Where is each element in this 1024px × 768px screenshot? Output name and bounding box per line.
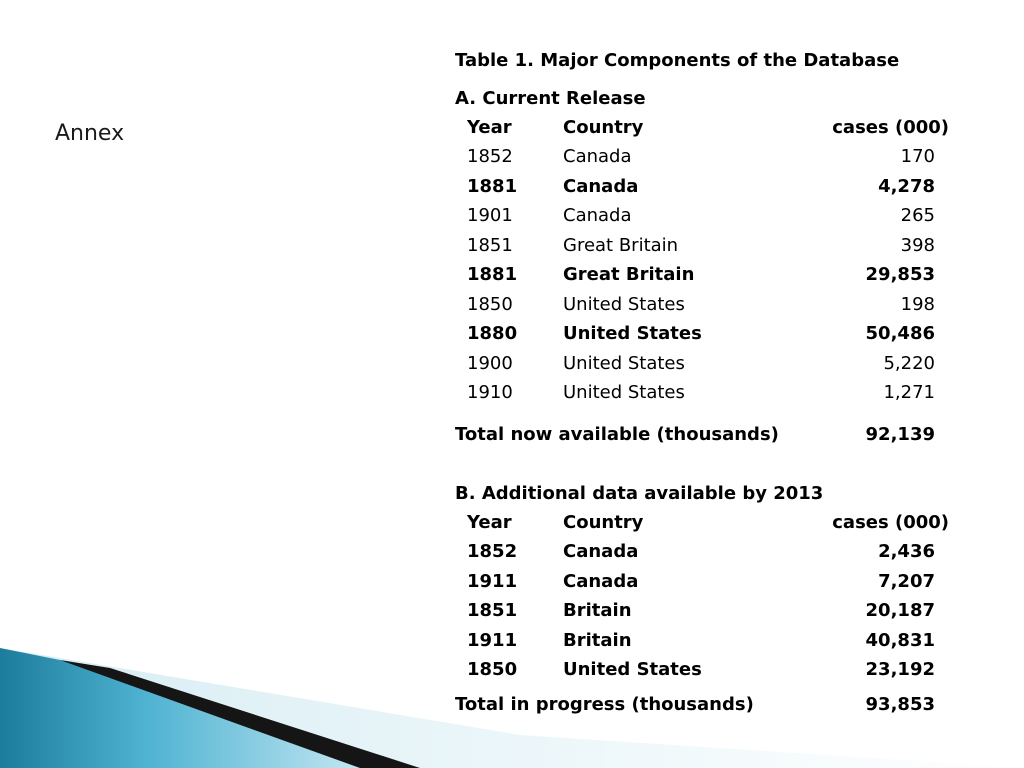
cell-cases: 265 <box>900 205 935 226</box>
table-row <box>455 353 955 379</box>
cell-country: Great Britain <box>563 264 695 285</box>
header-country: Country <box>563 512 644 533</box>
cell-year: 1911 <box>467 570 518 592</box>
cell-country: Great Britain <box>563 234 679 256</box>
section-a-heading: A. Current Release <box>455 88 646 109</box>
cell-year: 1880 <box>467 323 518 344</box>
cell-country: Canada <box>563 570 639 592</box>
table-row <box>455 600 955 626</box>
header-cases: cases (000) <box>832 117 949 138</box>
cell-cases: 1,271 <box>883 382 935 403</box>
table-row <box>455 264 955 290</box>
cell-cases: 23,192 <box>865 659 935 680</box>
table-title: Table 1. Major Components of the Database <box>455 50 900 71</box>
cell-country: Canada <box>563 541 639 562</box>
cell-year: 1851 <box>467 234 513 256</box>
table-row <box>455 235 955 261</box>
cell-cases: 20,187 <box>865 600 935 621</box>
cell-cases: 7,207 <box>878 570 935 592</box>
cell-year: 1852 <box>467 541 518 562</box>
cell-cases: 398 <box>900 234 935 256</box>
header-year: Year <box>467 512 512 533</box>
cell-year: 1910 <box>467 382 513 403</box>
table-row <box>455 323 955 349</box>
cell-cases: 4,278 <box>878 175 935 197</box>
header-year: Year <box>467 117 512 138</box>
section-b-heading: B. Additional data available by 2013 <box>455 483 824 504</box>
cell-country: United States <box>563 659 702 680</box>
total-label: Total now available (thousands) <box>455 424 779 445</box>
table-row <box>455 205 955 231</box>
section-a-total-row <box>455 424 955 450</box>
cell-cases: 198 <box>900 293 935 315</box>
cell-year: 1901 <box>467 205 513 226</box>
cell-cases: 29,853 <box>865 264 935 285</box>
cell-country: Canada <box>563 175 639 197</box>
cell-cases: 170 <box>900 146 935 167</box>
total-label: Total in progress (thousands) <box>455 694 754 715</box>
table-row <box>455 146 955 172</box>
table-row <box>455 630 955 656</box>
cell-country: Britain <box>563 629 632 651</box>
cell-country: United States <box>563 382 685 403</box>
cell-cases: 2,436 <box>878 541 935 562</box>
cell-country: United States <box>563 352 685 374</box>
header-cases: cases (000) <box>832 512 949 533</box>
cell-year: 1881 <box>467 175 518 197</box>
table-row <box>455 294 955 320</box>
cell-year: 1881 <box>467 264 518 285</box>
cell-country: United States <box>563 293 685 315</box>
table-row <box>455 659 955 685</box>
table-row <box>455 382 955 408</box>
cell-year: 1900 <box>467 352 513 374</box>
total-value: 93,853 <box>865 694 935 715</box>
cell-cases: 5,220 <box>883 352 935 374</box>
section-b-header-row <box>455 512 955 538</box>
cell-year: 1850 <box>467 659 518 680</box>
cell-year: 1850 <box>467 293 513 315</box>
cell-cases: 40,831 <box>865 629 935 651</box>
section-a-header-row <box>455 117 955 143</box>
cell-year: 1851 <box>467 600 518 621</box>
cell-country: United States <box>563 323 702 344</box>
cell-country: Canada <box>563 205 632 226</box>
table-row <box>455 541 955 567</box>
cell-country: Canada <box>563 146 632 167</box>
section-b-total-row <box>455 694 955 720</box>
header-country: Country <box>563 117 644 138</box>
total-value: 92,139 <box>865 424 935 445</box>
side-label: Annex <box>55 121 125 146</box>
cell-year: 1852 <box>467 146 513 167</box>
cell-year: 1911 <box>467 629 518 651</box>
cell-country: Britain <box>563 600 632 621</box>
table-row <box>455 571 955 597</box>
cell-cases: 50,486 <box>865 323 935 344</box>
table-row <box>455 176 955 202</box>
